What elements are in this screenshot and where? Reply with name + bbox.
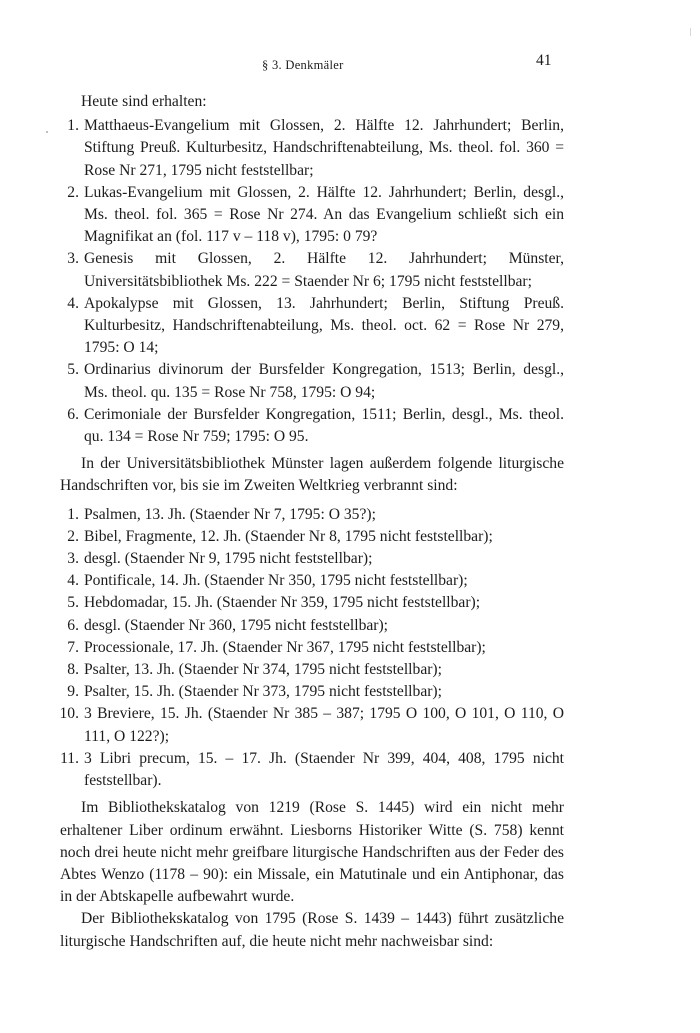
list-item-text: desgl. (Staender Nr 9, 1795 nicht feststellbar); xyxy=(84,550,373,568)
list-item-text: Processionale, 17. Jh. (Staender Nr 367, 1795 nicht feststellbar); xyxy=(84,638,486,656)
extant-manuscripts-list xyxy=(60,115,564,448)
list-item xyxy=(60,359,564,403)
list-item xyxy=(60,504,564,526)
list-item-text: Cerimoniale der Bursfelder Kongregation, 1511; Berlin, desgl., Ms. theol. qu. 134 = Rose Nr 759; 1795: O 95. xyxy=(84,405,564,446)
list-number: 11. xyxy=(60,749,79,767)
list-item-text: Psalter, 13. Jh. (Staender Nr 374, 1795 nicht feststellbar); xyxy=(84,661,442,679)
list-number: 3. xyxy=(67,550,79,568)
list-number: 6. xyxy=(67,616,79,634)
list-item xyxy=(60,637,564,659)
margin-mark xyxy=(46,131,48,133)
list-number: 10. xyxy=(59,705,79,723)
list-number: 9. xyxy=(67,683,79,701)
list-number: 3. xyxy=(67,250,79,268)
list-item xyxy=(60,615,564,637)
list-item-text: Ordinarius divinorum der Bursfelder Kongregation, 1513; Berlin, desgl., Ms. theol. qu. 135 = Rose Nr 758, 1795: O 94; xyxy=(84,361,564,401)
list-item xyxy=(60,248,564,292)
list-number: 1. xyxy=(67,117,79,135)
list-item-text: Genesis mit Glossen, 2. Hälfte 12. Jahrhundert; Münster, Universitätsbibliothek Ms. 222 = Staender Nr 6; 1795 nicht feststellbar; xyxy=(84,250,564,290)
list-item-text: Psalter, 15. Jh. (Staender Nr 373, 1795 nicht feststellbar); xyxy=(84,683,442,701)
paragraph-catalog-1219: Im Bibliothekskatalog von 1219 (Rose S. 1445) wird ein nicht mehr erhaltener Liber ordinum erwähnt. Liesborns Historiker Witte (S. 758) kennt noch drei heute nicht mehr greifbare liturgische Handschriften aus der Feder des Abtes Wenzo (1178 – 90): ein Missale, ein Matutinale und ein Antiphonar, das in der Abtskapelle aufbewahrt wurde. xyxy=(60,799,564,906)
intro-paragraph: Heute sind erhalten: xyxy=(81,93,207,110)
list-item-text: Pontificale, 14. Jh. (Staender Nr 350, 1795 nicht feststellbar); xyxy=(84,572,468,590)
list-item xyxy=(60,659,564,681)
list-item-text: Lukas-Evangelium mit Glossen, 2. Hälfte 12. Jahrhundert; Berlin, desgl., Ms. theol. fol. 365 = Rose Nr 274. An das Evangelium schließt sich ein Magnifikat an (fol. 117 v – 118 v), 1795: 0 79? xyxy=(84,183,564,246)
paragraph-burned-manuscripts: In der Universitätsbibliothek Münster lagen außerdem folgende liturgische Handschriften vor, bis sie im Zweiten Weltkrieg verbrannt sind: xyxy=(60,455,564,495)
paragraph-catalog-1795: Der Bibliothekskatalog von 1795 (Rose S. 1439 – 1443) führt zusätzliche liturgische Handschriften auf, die heute nicht mehr nachweisbar sind: xyxy=(60,910,564,950)
page-body xyxy=(60,91,564,953)
list-number: 6. xyxy=(67,405,79,423)
list-item-text: Hebdomadar, 15. Jh. (Staender Nr 359, 1795 nicht feststellbar); xyxy=(84,594,481,612)
list-number: 8. xyxy=(67,661,79,679)
list-number: 7. xyxy=(67,638,79,656)
page-header xyxy=(0,50,700,72)
list-number: 2. xyxy=(67,183,79,201)
list-item xyxy=(60,703,564,747)
list-item-text: desgl. (Staender Nr 360, 1795 nicht feststellbar); xyxy=(84,616,389,634)
list-item xyxy=(60,404,564,448)
list-item xyxy=(60,293,564,360)
list-number: 4. xyxy=(67,294,79,312)
list-item xyxy=(60,115,564,182)
burned-manuscripts-list xyxy=(60,504,564,793)
list-item xyxy=(60,548,564,570)
list-item xyxy=(60,570,564,592)
list-item xyxy=(60,526,564,548)
list-item xyxy=(60,681,564,703)
list-number: 5. xyxy=(67,594,79,612)
list-item-text: Bibel, Fragmente, 12. Jh. (Staender Nr 8, 1795 nicht feststellbar); xyxy=(84,527,493,545)
list-number: 2. xyxy=(67,527,79,545)
list-item xyxy=(60,748,564,792)
list-number: 4. xyxy=(67,572,79,590)
list-number: 1. xyxy=(67,505,79,523)
list-item xyxy=(60,592,564,614)
list-item-text: 3 Libri precum, 15. – 17. Jh. (Staender Nr 399, 404, 408, 1795 nicht feststellbar). xyxy=(84,749,564,790)
running-head: § 3. Denkmäler xyxy=(262,58,344,72)
list-item-text: Apokalypse mit Glossen, 13. Jahrhundert; Berlin, Stiftung Preuß. Kulturbesitz, Handschriftenabteilung, Ms. theol. oct. 62 = Rose Nr 279, 1795: O 14; xyxy=(84,294,564,357)
list-item-text: Psalmen, 13. Jh. (Staender Nr 7, 1795: O 35?); xyxy=(84,505,376,523)
page-number: 41 xyxy=(536,52,552,69)
page-edge-mark xyxy=(690,28,691,36)
list-item-text: 3 Breviere, 15. Jh. (Staender Nr 385 – 387; 1795 O 100, O 101, O 110, O 111, O 122?); xyxy=(84,705,564,745)
list-item xyxy=(60,182,564,249)
list-item-text: Matthaeus-Evangelium mit Glossen, 2. Hälfte 12. Jahrhundert; Berlin, Stiftung Preuß. Kulturbesitz, Handschriftenabteilung, Ms. theol. fol. 360 = Rose Nr 271, 1795 nicht feststellbar; xyxy=(84,117,564,179)
list-number: 5. xyxy=(67,361,79,379)
